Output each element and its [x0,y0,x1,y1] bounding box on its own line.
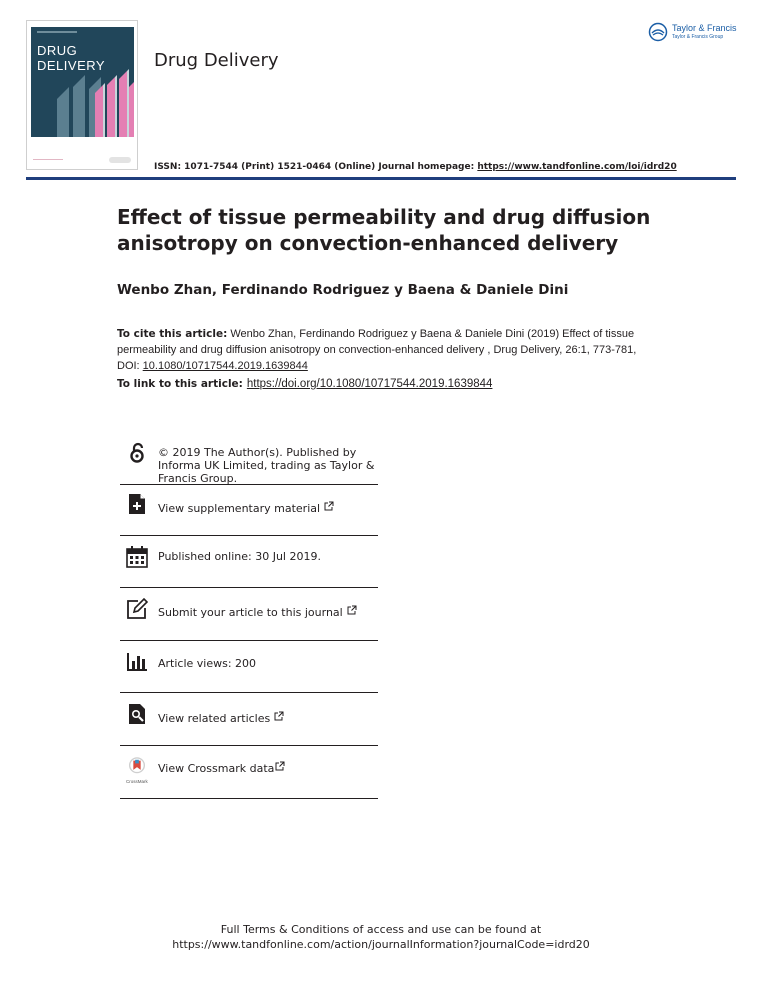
published-row [120,536,378,588]
header-divider [26,177,736,180]
article-link-label: To link to this article: [117,378,243,390]
crossmark-link[interactable] [158,761,285,775]
terms-link[interactable]: https://www.tandfonline.com/action/journalInformation?journalCode=idrd20 [172,938,590,951]
article-info-list [120,436,378,799]
publisher-logo-name: Taylor & Francis [672,23,737,33]
cover-title-line2: DELIVERY [37,58,106,73]
crossmark-icon-label: CrossMark [126,779,148,784]
publisher-logo-icon [648,22,668,42]
crossmark-label: View Crossmark data [158,762,275,775]
article-views: Article views: 200 [158,657,257,670]
cover-image [31,27,134,137]
submit-row[interactable] [120,588,378,641]
external-link-icon [347,605,357,615]
journal-name: Drug Delivery [154,50,279,71]
article-title: Effect of tissue permeability and drug diffusion anisotropy on convection-enhanced delivery [117,205,651,255]
issn-text: ISSN: 1071-7544 (Print) 1521-0464 (Online) Journal homepage: [154,162,478,172]
journal-homepage-link[interactable]: https://www.tandfonline.com/loi/idrd20 [477,162,677,172]
related-articles-link[interactable] [158,711,284,725]
terms-text: Full Terms & Conditions of access and use can be found at [220,923,542,936]
external-link-icon [324,501,334,511]
submit-article-label: Submit your article to this journal [158,606,343,619]
article-authors: Wenbo Zhan, Ferdinando Rodriguez y Baena & Daniele Dini [117,282,569,298]
open-access-text: © 2019 The Author(s). Published by Informa UK Limited, trading as Taylor & Francis Group. [158,446,375,485]
citation-label: To cite this article: [117,328,228,340]
related-articles-label: View related articles [158,712,271,725]
article-link[interactable]: https://doi.org/10.1080/10717544.2019.1639844 [246,378,493,390]
cover-title-line1: DRUG [37,43,78,58]
edit-icon [126,598,148,620]
related-row[interactable] [120,693,378,746]
views-row [120,641,378,693]
cover-graphic [31,27,134,137]
search-document-icon [126,703,148,725]
supplementary-row[interactable] [120,485,378,536]
supplementary-link[interactable] [158,501,334,515]
crossmark-row[interactable] [120,746,378,799]
citation-text: Wenbo Zhan, Ferdinando Rodriguez y Baena & Daniele Dini (2019) Effect of tissue permeability and drug diffusion anisotropy on convection-enhanced delivery , Drug Delivery, 26:1, 773-781, DOI: [117,328,637,372]
article-link-line [117,378,492,390]
publisher-logo[interactable] [648,22,740,46]
publisher-logo-group: Taylor & Francis Group [672,34,724,40]
calendar-icon [126,546,148,568]
citation [117,326,657,374]
external-link-icon [274,711,284,721]
published-date: Published online: 30 Jul 2019. [158,550,321,563]
supplementary-file-icon [126,493,148,515]
submit-article-link[interactable] [158,605,357,619]
bar-chart-icon [126,651,148,673]
open-access-icon [126,442,148,464]
open-access-row [120,436,378,485]
external-link-icon [275,761,285,771]
supplementary-label: View supplementary material [158,502,321,515]
footer [0,922,762,952]
doi-link[interactable]: 10.1080/10717544.2019.1639844 [142,360,308,372]
crossmark-icon [126,757,148,779]
cover-publisher-logo [109,157,131,163]
issn-line [154,162,677,172]
journal-cover [26,20,138,170]
